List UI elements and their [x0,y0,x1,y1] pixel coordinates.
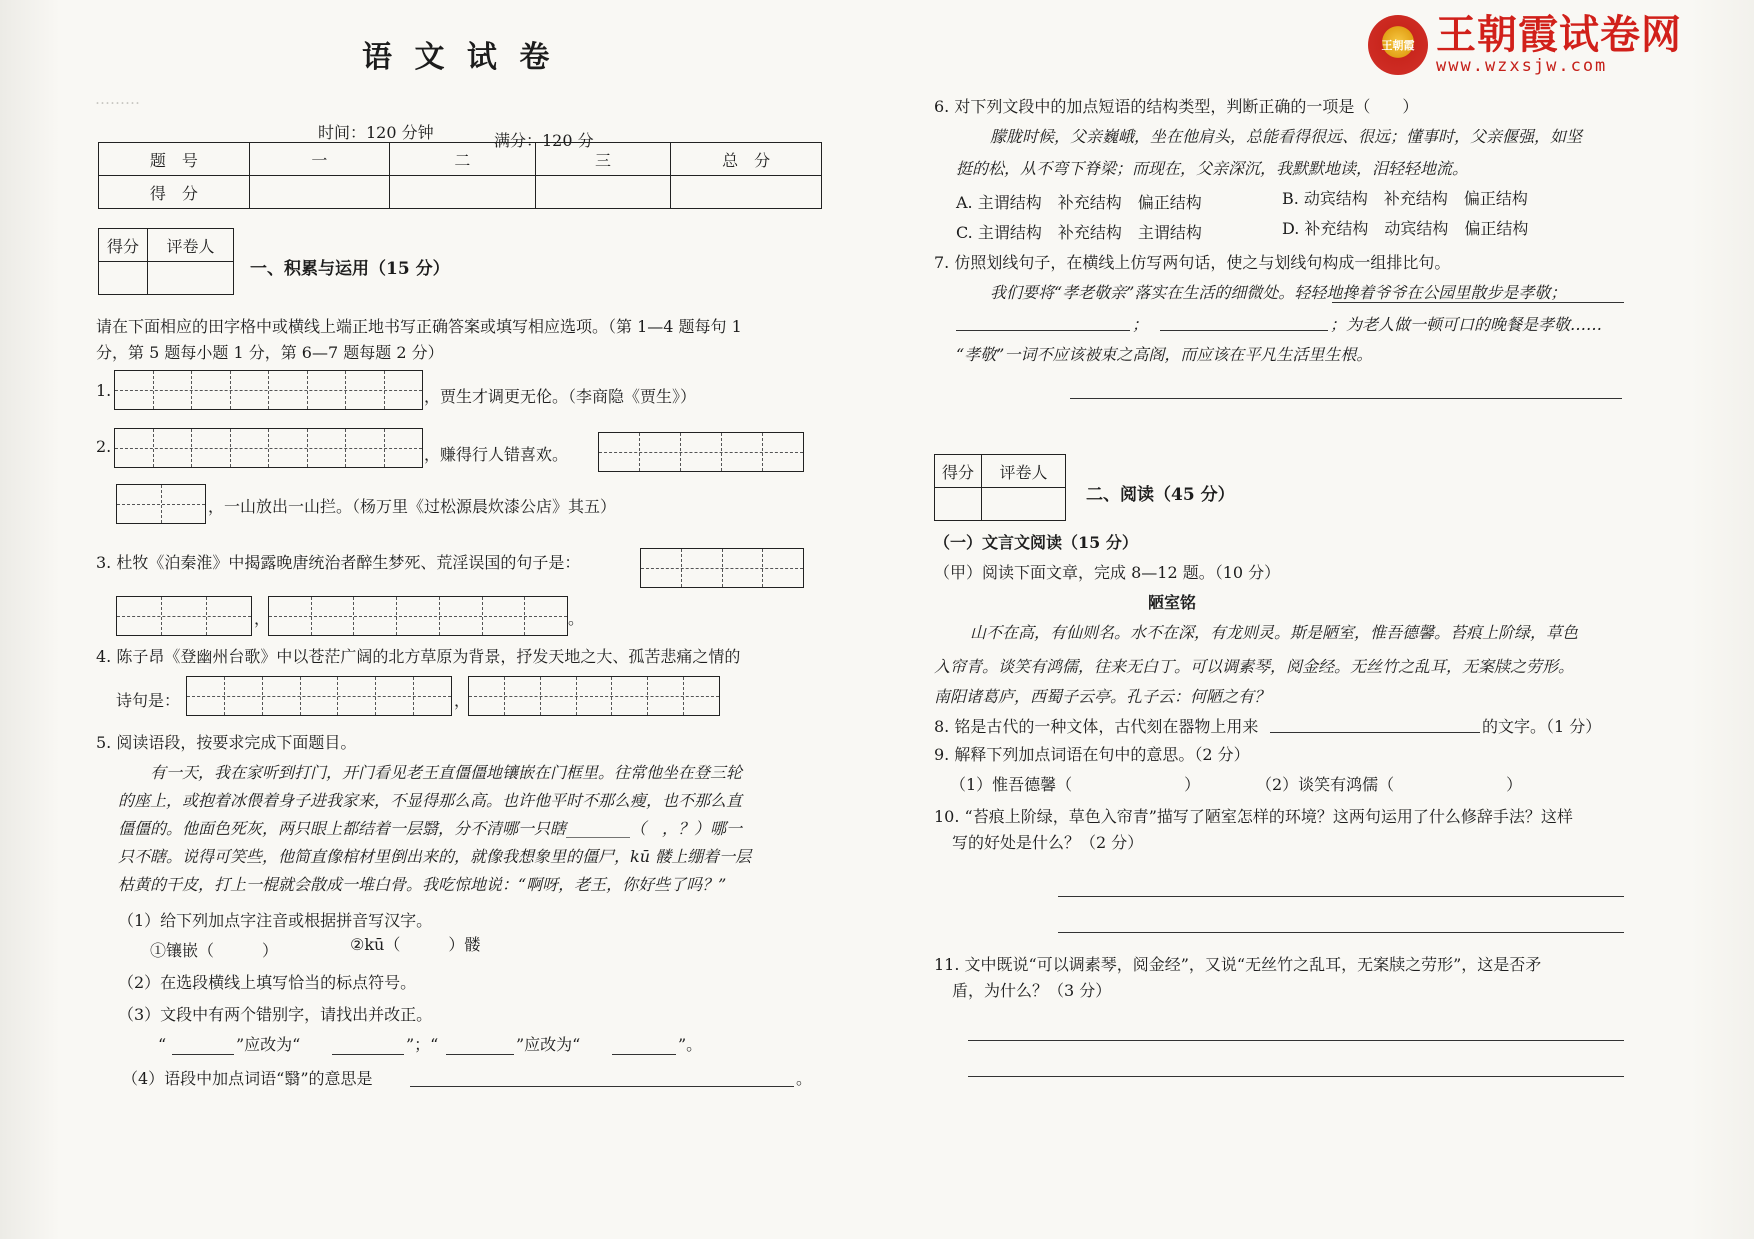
q3-writing-grid-3[interactable] [268,596,568,636]
q10-answer-line-2[interactable] [1058,932,1624,933]
score-table-header-label: 题 号 [99,143,250,176]
grader-box-score-cell[interactable] [99,262,148,295]
q4-line-2: 诗句是： [116,691,181,710]
grader-box-2-score-label: 得分 [935,455,982,488]
q5-part-3-end: ”。 [678,1035,703,1054]
q1-text: ，贾生才调更无伦。（李商隐《贾生》） [424,387,697,406]
grader-box-score-label: 得分 [99,229,148,262]
score-table [98,142,822,209]
q7-extra-line[interactable] [1070,398,1622,399]
q6-passage-line-2: 挺的松，从不弯下脊梁；而现在，父亲深沉，我默默地读，泪轻轻地流。 [956,159,1469,178]
q7-line-2-mid: ； [1132,315,1149,334]
q5-part-3-blank-4[interactable] [612,1054,676,1055]
poem-line-2: 入帘青。谈笑有鸿儒，往来无白丁。可以调素琴，阅金经。无丝竹之乱耳，无案牍之劳形。 [934,657,1575,676]
grader-box-2-grader-cell[interactable] [982,488,1066,521]
passage-line-4: 只不瞎。说得可笑些，他简直像棺材里倒出来的，就像我想象里的僵尸，kū 髅上绷着一层 [118,847,752,866]
q8-blank[interactable] [1270,732,1480,733]
watermark-title: 王朝霞试卷网 [1436,12,1682,58]
grader-box-grader-label: 评卷人 [148,229,234,262]
q11-line-2: 盾，为什么？（3 分） [952,981,1112,1000]
subsection-classical: （一）文言文阅读（15 分） [934,533,1138,552]
passage-line-3: 僵僵的。他面色死灰，两只眼上都结着一层翳，分不清哪一只瞎________（ ，？）哪一 [118,819,743,838]
q2-writing-grid-2[interactable] [598,432,804,472]
exam-full-score: 满分：120 分 [494,131,594,150]
q5-part-2: （2）在选段横线上填写恰当的标点符号。 [118,973,417,992]
score-table-row-label: 得 分 [99,176,250,209]
bleed-through-text: ……… [95,90,140,108]
q5-part-3-blank-1[interactable] [172,1054,234,1055]
q10-line-2: 写的好处是什么？（2 分） [952,833,1144,852]
q8-post: 的文字。（1 分） [1482,717,1602,736]
watermark-seal-icon [1368,15,1428,75]
q2-text-2: ，一山放出一山拦。（杨万里《过松源晨炊漆公店》其五） [208,497,617,516]
instructions-line-2: 分，第 5 题每小题 1 分，第 6—7 题每题 2 分） [96,343,444,362]
q5-part-4-blank[interactable] [410,1086,794,1087]
subsection-classical-a: （甲）阅读下面文章，完成 8—12 题。（10 分） [934,563,1281,582]
q7-line-1: 我们要将“孝老敬亲”落实在生活的细微处。轻轻地搀着爷爷在公园里散步是孝敬； [990,283,1567,302]
score-table-col-1: 一 [249,143,390,176]
q6-option-c[interactable]: C. 主谓结构 补充结构 主谓结构 [956,223,1202,242]
q5-part-3-blank-2[interactable] [332,1054,404,1055]
q2-writing-grid-1[interactable] [114,428,423,468]
q7-underline-reference [1332,302,1624,303]
instructions-line-1: 请在下面相应的田字格中或横线上端正地书写正确答案或填写相应选项。（第 1—4 题每句 1 [96,317,742,336]
q8-pre: 8. 铭是古代的一种文体，古代刻在器物上用来 [934,717,1259,736]
q1-writing-grid[interactable] [114,370,423,410]
q5-part-3-text-1: ”应改为“ [236,1035,301,1054]
q11-line-1: 11. 文中既说“可以调素琴，阅金经”，又说“无丝竹之乱耳，无案牍之劳形”，这是否矛 [934,955,1542,974]
q5-part-1: （1）给下列加点字注音或根据拼音写汉字。 [118,911,433,930]
score-cell-1[interactable] [249,176,390,209]
poem-title: 陋室铭 [1148,593,1197,612]
q2-writing-grid-3[interactable] [116,484,206,524]
passage-line-2: 的座上，或抱着冰偎着身子进我家来，不显得那么高。也许他平时不那么瘦，也不那么直 [118,791,743,810]
q6-option-b[interactable]: B. 动宾结构 补充结构 偏正结构 [1282,189,1528,208]
watermark-seal-text: 王朝霞 [1381,39,1415,52]
q7-stem: 7. 仿照划线句子，在横线上仿写两句话，使之与划线句构成一组排比句。 [934,253,1451,272]
q7-blank-2[interactable] [1160,330,1328,331]
q9-part-2[interactable]: （2）谈笑有鸿儒（ ） [1256,775,1523,794]
poem-line-3: 南阳诸葛庐，西蜀子云亭。孔子云：何陋之有？ [934,687,1271,706]
q2-text: ，赚得行人错喜欢。 [424,445,569,464]
q5-part-4-end: 。 [796,1069,813,1088]
passage-line-1: 有一天，我在家听到打门，开门看见老王直僵僵地镶嵌在门框里。往常他坐在登三轮 [150,763,743,782]
q5-part-3-text-2: ”；“ [406,1035,439,1054]
q7-blank-1[interactable] [956,330,1130,331]
section-1-title: 一、积累与运用（15 分） [250,259,450,279]
q9-part-1[interactable]: （1）惟吾德馨（ ） [950,775,1201,794]
q5-part-3-text-3: ”应改为“ [516,1035,581,1054]
score-table-col-3: 三 [535,143,671,176]
q6-option-a[interactable]: A. 主谓结构 补充结构 偏正结构 [956,193,1202,212]
q11-answer-line-2[interactable] [968,1076,1624,1077]
q10-answer-line-1[interactable] [1058,896,1624,897]
score-cell-3[interactable] [535,176,671,209]
q5-title: 5. 阅读语段，按要求完成下面题目。 [96,733,357,752]
q4-writing-grid-1[interactable] [186,676,452,716]
grader-box-2-score-cell[interactable] [935,488,982,521]
watermark-url: www.wzxsjw.com [1436,56,1608,76]
q3-end: 。 [568,609,585,628]
q6-passage-line-1: 朦胧时候，父亲巍峨，坐在他肩头，总能看得很远、很远；懂事时，父亲偃强，如坚 [990,127,1583,146]
q2-number: 2. [96,437,112,456]
section-2-title: 二、阅读（45 分） [1086,485,1235,505]
q7-line-2-end: ；为老人做一顿可口的晚餐是孝敬…… [1330,315,1603,334]
score-cell-total[interactable] [671,176,822,209]
q5-part-4: （4）语段中加点词语“翳”的意思是 [122,1069,373,1088]
q9-stem: 9. 解释下列加点词语在句中的意思。（2 分） [934,745,1250,764]
q3-writing-grid-2[interactable] [116,596,252,636]
poem-line-1: 山不在高，有仙则名。水不在深，有龙则灵。斯是陋室，惟吾德馨。苔痕上阶绿，草色 [970,623,1579,642]
q6-stem: 6. 对下列文段中的加点短语的结构类型，判断正确的一项是（ ） [934,97,1419,116]
exam-time: 时间：120 分钟 [318,123,434,142]
q1-number: 1. [96,381,112,400]
q5-part-3-blank-3[interactable] [446,1054,514,1055]
q5-part-1b[interactable]: ②kū（ ）髅 [350,935,481,954]
score-table-col-2: 二 [390,143,535,176]
q10-line-1: 10. “苔痕上阶绿，草色入帘青”描写了陋室怎样的环境？这两句运用了什么修辞手法？这样 [934,807,1573,826]
q4-writing-grid-2[interactable] [468,676,720,716]
q5-part-3: （3）文段中有两个错别字，请找出并改正。 [118,1005,433,1024]
q6-option-d[interactable]: D. 补充结构 动宾结构 偏正结构 [1282,219,1529,238]
q3-text: 3. 杜牧《泊秦淮》中揭露晚唐统治者醉生梦死、荒淫误国的句子是： [96,553,581,572]
q4-line-1: 4. 陈子昂《登幽州台歌》中以苍茫广阔的北方草原为背景，抒发天地之大、孤苦悲痛之情的 [96,647,741,666]
q5-part-1a[interactable]: ①镶嵌（ ） [150,941,279,960]
score-table-col-total: 总 分 [671,143,822,176]
q3-writing-grid-1[interactable] [640,548,804,588]
passage-line-5: 枯黄的干皮，打上一棍就会散成一堆白骨。我吃惊地说：“啊呀，老王，你好些了吗？” [118,875,727,894]
q5-part-3-quote-open: “ [158,1035,167,1054]
page-title: 语 文 试 卷 [362,40,556,75]
grader-box-2-grader-label: 评卷人 [982,455,1066,488]
grader-box-grader-cell[interactable] [148,262,234,295]
watermark [1368,12,1698,78]
q3-comma: ， [254,609,271,628]
q4-comma: ， [454,691,471,710]
q11-answer-line-1[interactable] [968,1040,1624,1041]
grader-box-2 [934,454,1066,521]
score-cell-2[interactable] [390,176,535,209]
q7-line-3: “孝敬”一词不应该被束之高阁，而应该在平凡生活里生根。 [956,345,1373,364]
grader-box-1 [98,228,234,295]
